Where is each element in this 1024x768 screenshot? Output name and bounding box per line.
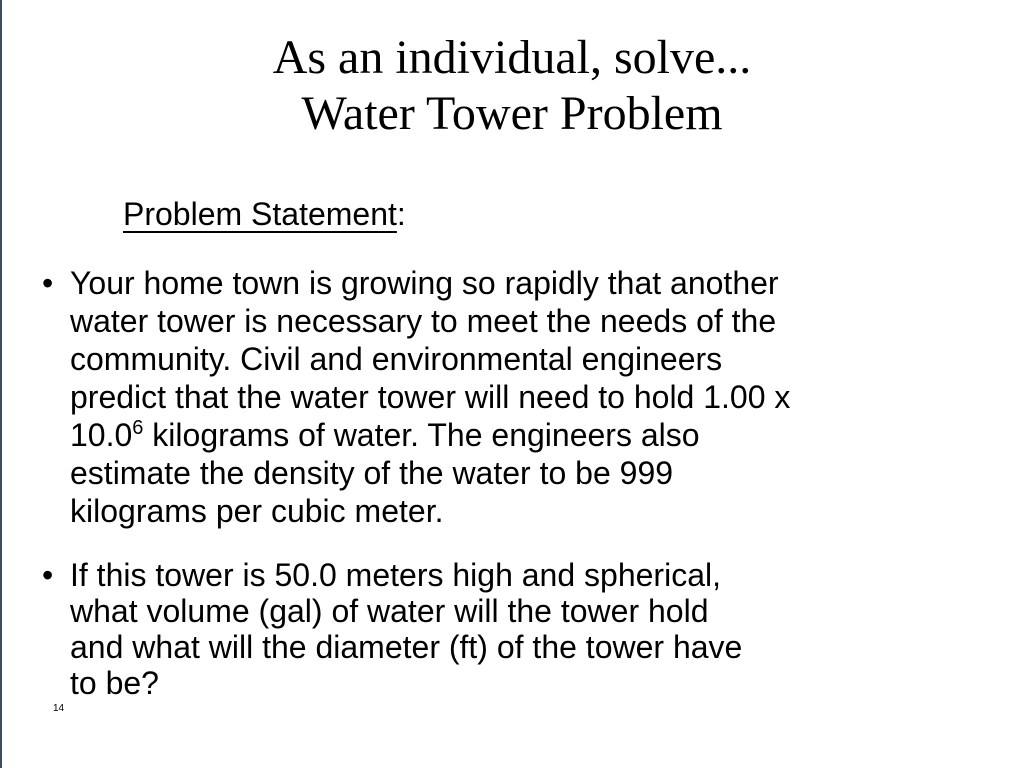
bullet-1-line-1: Your home town is growing so rapidly that another [70,265,779,301]
bullet-2 [42,556,1002,708]
bullet-1-line-5 [70,416,700,454]
bullet-1-line-3: community. Civil and environmental engineers [70,341,723,377]
bullet-1-line-6: estimate the density of the water to be 999 [70,455,674,491]
bullet-1-line-2: water tower is necessary to meet the needs of the [70,303,777,339]
title-line-1: As an individual, solve... [272,31,752,84]
bullet-2-line-2: what volume (gal) of water will the tower hold [70,593,709,629]
bullet-1-line-4: predict that the water tower will need to hold 1.00 x [70,379,791,415]
problem-statement-heading [123,192,406,236]
bullet-2-line-1: If this tower is 50.0 meters high and spherical, [70,557,721,593]
slide-title [0,30,1024,142]
heading-text: Problem Statement [123,196,397,232]
bullet-1-line-7: kilograms per cubic meter. [70,493,444,529]
bullet-1 [42,264,1002,530]
title-line-2: Water Tower Problem [301,87,723,140]
bullet-2-line-3: and what will the diameter (ft) of the tower have [70,629,743,665]
bullet-2-line-4: to be? [70,665,159,701]
line-5-rest: kilograms of water. The engineers also [143,417,700,453]
line-5-number: 10.0 [70,417,133,453]
heading-colon: : [396,196,406,232]
bullet-1-marker: • [42,265,54,301]
page-number: 14 [53,703,65,714]
line-5-exponent: 6 [132,417,144,439]
bullet-2-marker: • [42,557,54,593]
